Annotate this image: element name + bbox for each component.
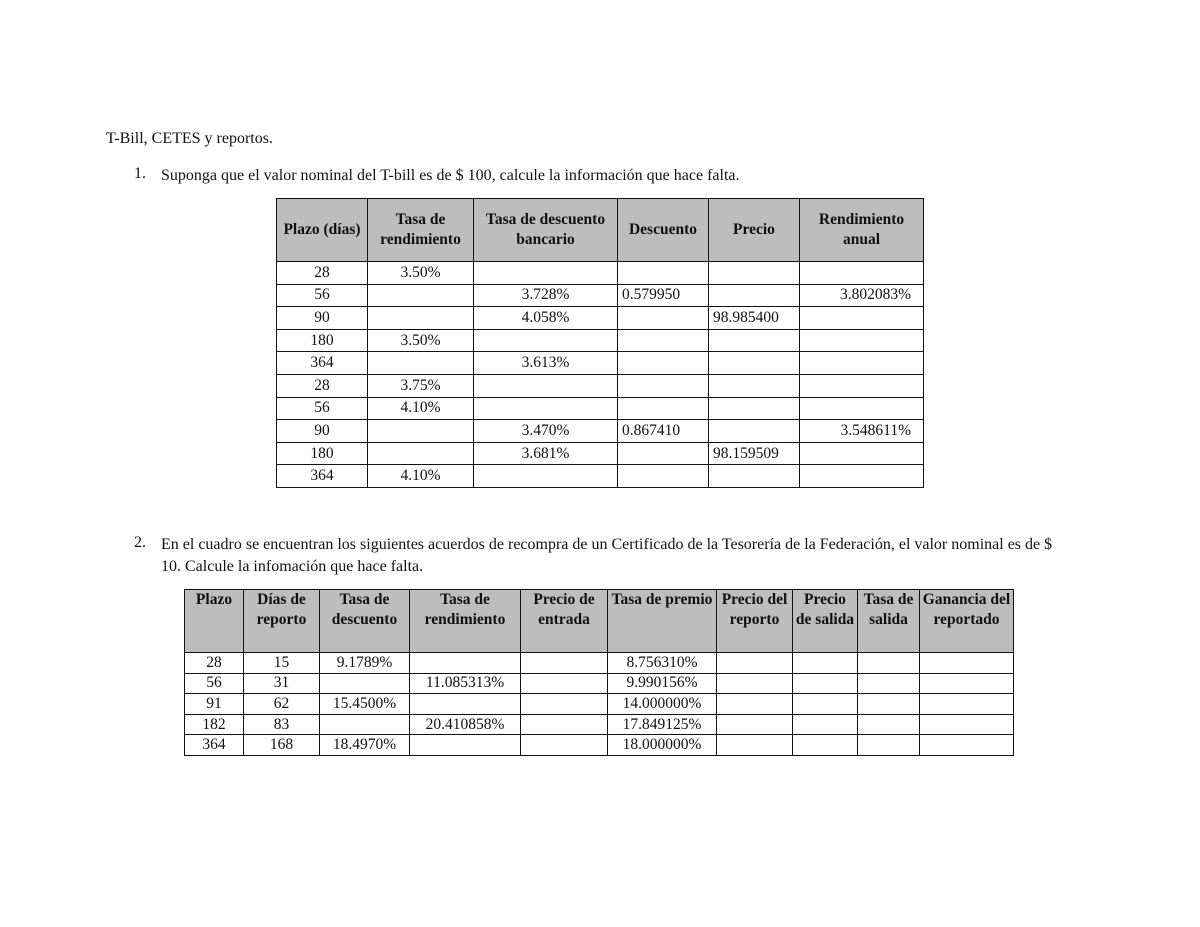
table-cell: 17.849125%	[608, 714, 717, 735]
table-cell: 3.548611%	[800, 420, 924, 443]
header-descuento: Descuento	[618, 199, 709, 262]
table-row	[277, 329, 924, 352]
table-cell: 62	[244, 694, 320, 715]
table-cell	[800, 262, 924, 285]
header-precio-salida: Precio de salida	[793, 590, 858, 653]
table-row	[277, 442, 924, 465]
table-cell	[709, 397, 800, 420]
table-cell: 180	[277, 329, 368, 352]
table-cell: 3.613%	[474, 352, 618, 375]
reporto-table	[184, 589, 1014, 756]
table-row	[185, 714, 1014, 735]
table-cell	[858, 673, 920, 694]
header-plazo: Plazo	[185, 590, 244, 653]
table-row	[277, 465, 924, 488]
question-1-number: 1.	[134, 165, 146, 182]
table-cell: 168	[244, 735, 320, 756]
header-precio-entrada: Precio de entrada	[521, 590, 608, 653]
table-cell	[800, 442, 924, 465]
table-cell: 56	[277, 397, 368, 420]
table-cell	[920, 714, 1014, 735]
tbill-table	[276, 198, 924, 488]
table-cell	[793, 714, 858, 735]
table-cell: 3.75%	[368, 374, 474, 397]
table-cell: 31	[244, 673, 320, 694]
table-cell: 8.756310%	[608, 653, 717, 674]
header-tasa-descuento-bancario: Tasa de descuento bancario	[474, 199, 618, 262]
table-header-row	[185, 590, 1014, 653]
table-cell	[800, 329, 924, 352]
table-cell	[320, 673, 410, 694]
table-cell: 180	[277, 442, 368, 465]
table-cell	[717, 694, 793, 715]
table-cell: 3.802083%	[800, 284, 924, 307]
table-row	[185, 653, 1014, 674]
table-cell: 90	[277, 307, 368, 330]
table-cell	[320, 714, 410, 735]
header-tasa-premio: Tasa de premio	[608, 590, 717, 653]
table-cell: 364	[277, 352, 368, 375]
question-2-number: 2.	[134, 534, 146, 551]
table-row	[277, 284, 924, 307]
header-dias-reporto: Días de reporto	[244, 590, 320, 653]
table-row	[277, 420, 924, 443]
table-cell	[920, 735, 1014, 756]
table-cell	[368, 442, 474, 465]
table-cell	[920, 694, 1014, 715]
table-cell: 28	[185, 653, 244, 674]
header-tasa-descuento: Tasa de descuento	[320, 590, 410, 653]
table-cell: 9.1789%	[320, 653, 410, 674]
header-plazo: Plazo (días)	[277, 199, 368, 262]
table-cell	[920, 653, 1014, 674]
table-row	[277, 397, 924, 420]
header-rendimiento-anual: Rendimiento anual	[800, 199, 924, 262]
table-cell: 56	[277, 284, 368, 307]
table-cell: 83	[244, 714, 320, 735]
table-header-row	[277, 199, 924, 262]
table-cell	[717, 653, 793, 674]
header-tasa-salida: Tasa de salida	[858, 590, 920, 653]
table-cell	[368, 284, 474, 307]
table-cell	[618, 442, 709, 465]
table-cell: 0.579950	[618, 284, 709, 307]
header-tasa-rendimiento: Tasa de rendimiento	[368, 199, 474, 262]
table-cell: 90	[277, 420, 368, 443]
table-cell	[858, 653, 920, 674]
table-cell: 11.085313%	[410, 673, 521, 694]
table-cell	[793, 673, 858, 694]
table-cell	[474, 374, 618, 397]
table-cell	[793, 735, 858, 756]
table-row	[277, 307, 924, 330]
table-cell	[368, 352, 474, 375]
table-cell	[717, 735, 793, 756]
table-cell	[920, 673, 1014, 694]
table-cell: 18.4970%	[320, 735, 410, 756]
table-cell: 28	[277, 374, 368, 397]
table-cell	[521, 653, 608, 674]
table-cell	[709, 465, 800, 488]
table-cell: 98.985400	[709, 307, 800, 330]
table-cell: 14.000000%	[608, 694, 717, 715]
header-tasa-rendimiento: Tasa de rendimiento	[410, 590, 521, 653]
table-cell: 3.50%	[368, 262, 474, 285]
table-cell	[858, 714, 920, 735]
table-cell	[709, 284, 800, 307]
table-cell	[618, 307, 709, 330]
table-cell	[410, 735, 521, 756]
table-cell	[800, 465, 924, 488]
table-row	[185, 673, 1014, 694]
table-cell	[474, 262, 618, 285]
table-cell: 182	[185, 714, 244, 735]
table-cell	[858, 694, 920, 715]
table-cell: 91	[185, 694, 244, 715]
table-cell: 9.990156%	[608, 673, 717, 694]
question-2-text: En el cuadro se encuentran los siguientes acuerdos de recompra de un Certificado de la Tesorería de la Federación, el valor nominal es de $ 10. Calcule la infomación que hace falta.	[161, 536, 1053, 575]
header-ganancia-reportado: Ganancia del reportado	[920, 590, 1014, 653]
table-row	[277, 262, 924, 285]
table-cell: 3.728%	[474, 284, 618, 307]
table-cell	[410, 694, 521, 715]
table-cell: 3.50%	[368, 329, 474, 352]
table-cell: 28	[277, 262, 368, 285]
table-cell	[709, 262, 800, 285]
table-cell	[800, 374, 924, 397]
table-row	[185, 735, 1014, 756]
table-cell: 0.867410	[618, 420, 709, 443]
header-precio: Precio	[709, 199, 800, 262]
table-cell	[368, 307, 474, 330]
table-cell	[618, 374, 709, 397]
table-cell: 15.4500%	[320, 694, 410, 715]
table-cell	[521, 735, 608, 756]
table-cell	[474, 465, 618, 488]
table-cell: 364	[277, 465, 368, 488]
table-cell	[800, 307, 924, 330]
table-row	[277, 374, 924, 397]
table-cell	[618, 397, 709, 420]
table-row	[277, 352, 924, 375]
table-cell: 4.10%	[368, 397, 474, 420]
question-1-text: Suponga que el valor nominal del T-bill es de $ 100, calcule la información que hace falta.	[161, 167, 740, 184]
table-cell	[709, 420, 800, 443]
table-cell	[474, 329, 618, 352]
table-cell: 15	[244, 653, 320, 674]
table-cell	[618, 352, 709, 375]
table-cell	[368, 420, 474, 443]
table-cell: 98.159509	[709, 442, 800, 465]
table-cell	[709, 352, 800, 375]
table-cell	[800, 397, 924, 420]
table-cell	[717, 714, 793, 735]
document-title: T-Bill, CETES y reportos.	[106, 130, 273, 147]
table-cell: 20.410858%	[410, 714, 521, 735]
table-cell	[709, 374, 800, 397]
table-cell	[474, 397, 618, 420]
table-cell	[521, 694, 608, 715]
table-cell: 18.000000%	[608, 735, 717, 756]
table-cell: 56	[185, 673, 244, 694]
table-cell	[410, 653, 521, 674]
table-cell: 4.058%	[474, 307, 618, 330]
table-cell	[521, 714, 608, 735]
table-row	[185, 694, 1014, 715]
table-cell	[618, 465, 709, 488]
table-cell	[793, 694, 858, 715]
table-cell	[521, 673, 608, 694]
table-cell	[800, 352, 924, 375]
table-cell: 364	[185, 735, 244, 756]
table-cell	[717, 673, 793, 694]
table-cell	[793, 653, 858, 674]
table-cell: 3.681%	[474, 442, 618, 465]
table-cell	[618, 262, 709, 285]
table-cell	[858, 735, 920, 756]
table-cell	[709, 329, 800, 352]
table-cell: 3.470%	[474, 420, 618, 443]
header-precio-reporto: Precio del reporto	[717, 590, 793, 653]
table-cell: 4.10%	[368, 465, 474, 488]
table-cell	[618, 329, 709, 352]
